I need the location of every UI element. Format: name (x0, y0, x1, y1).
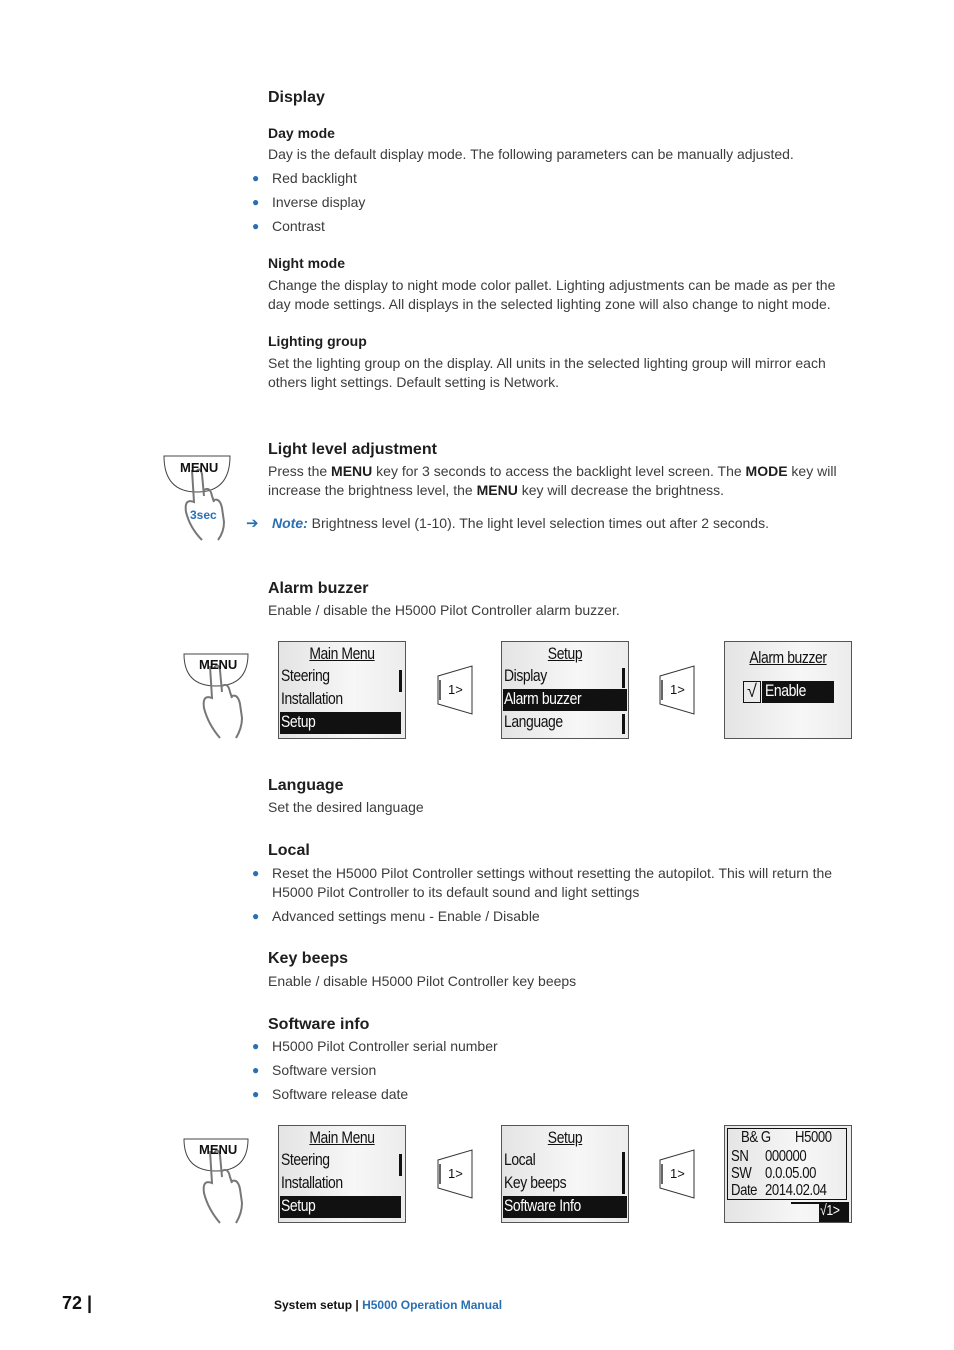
language-text: Set the desired language (268, 799, 424, 815)
lcd-value: 2014.02.04 (765, 1182, 827, 1199)
lcd-scrollbar (399, 670, 402, 692)
lcd-model: H5000 (795, 1129, 832, 1146)
local-heading: Local (268, 842, 310, 859)
list-item: ● H5000 Pilot Controller serial number (252, 1038, 498, 1054)
lcd-label: Date (731, 1182, 758, 1199)
lcd-selected-row: Enable (762, 681, 834, 703)
light-level-note: Note: Brightness level (1-10). The light level selection times out after 2 seconds. (272, 515, 769, 531)
menu-key-label: MENU (199, 1142, 238, 1157)
list-item: ● Software version (252, 1062, 377, 1078)
lcd-selected-row: Alarm buzzer (503, 689, 627, 711)
hold-duration-label: 3sec (190, 508, 217, 522)
lcd-value: 000000 (765, 1148, 807, 1165)
list-item: ● Reset the H5000 Pilot Controller settings without resetting the autopilot. This will return the (252, 865, 833, 881)
lighting-group-text-1: Set the lighting group on the display. All units in the selected lighting group will mirror each (268, 355, 826, 371)
software-info-heading: Software info (268, 1016, 370, 1033)
arrow-label: 1> (448, 1166, 463, 1181)
lcd-label: SN (731, 1148, 749, 1165)
lcd-title: Main Menu (309, 1128, 375, 1147)
lcd-title: Main Menu (309, 644, 375, 663)
light-level-text-1: Press the MENU key for 3 seconds to access the backlight level screen. The MODE key will (268, 463, 837, 479)
lighting-group-title: Lighting group (268, 333, 367, 349)
arrow-label: 1> (670, 1166, 685, 1181)
list-item: ● Inverse display (252, 194, 366, 210)
list-item: ● Red backlight (252, 170, 357, 186)
lcd-row: Language (504, 712, 563, 731)
menu-key-illustration (182, 1135, 254, 1227)
lcd-row: Steering (281, 666, 330, 685)
lcd-scrollbar (622, 1152, 625, 1194)
lcd-scrollbar (622, 668, 625, 688)
lcd-scrollbar (399, 1154, 402, 1176)
lcd-selected-row: Setup (280, 712, 401, 734)
lcd-selected-row: Software Info (503, 1196, 627, 1218)
display-heading: Display (268, 89, 325, 106)
lcd-scrollbar (622, 714, 625, 734)
key-beeps-heading: Key beeps (268, 950, 349, 967)
lcd-title: Setup (547, 644, 583, 663)
lcd-label: SW (731, 1165, 752, 1182)
menu-key-label: MENU (199, 657, 238, 672)
page-number: 72 | (62, 1293, 93, 1313)
lcd-row: Key beeps (504, 1173, 567, 1192)
menu-key-illustration (182, 650, 254, 742)
list-item: ● Software release date (252, 1086, 409, 1102)
menu-key-label: MENU (180, 460, 219, 475)
night-mode-text-1: Change the display to night mode color pallet. Lighting adjustments can be made as per the (268, 277, 836, 293)
list-item-continuation: H5000 Pilot Controller to its default sound and light settings (272, 884, 640, 900)
lighting-group-text-2: others light settings. Default setting is Network. (268, 374, 560, 390)
lcd-row: Installation (281, 689, 343, 708)
menu-key-hold-illustration (162, 452, 242, 544)
alarm-buzzer-text: Enable / disable the H5000 Pilot Controller alarm buzzer. (268, 602, 620, 618)
lcd-selected-row: Setup (280, 1196, 401, 1218)
lcd-title: Setup (547, 1128, 583, 1147)
lcd-software-info (724, 1125, 852, 1223)
lcd-row: Local (504, 1150, 536, 1169)
footer-text: System setup | H5000 Operation Manual (274, 1298, 503, 1312)
arrow-label: 1> (448, 682, 463, 697)
lcd-alarm-buzzer (724, 641, 852, 739)
lcd-setup-menu (501, 641, 629, 739)
lcd-main-menu (278, 1125, 406, 1223)
checkbox-icon: √ (743, 681, 761, 703)
alarm-buzzer-heading: Alarm buzzer (268, 580, 369, 597)
lcd-ok-button: √1> (819, 1202, 849, 1222)
night-mode-text-2: day mode settings. All displays in the selected lighting zone will also change to night mode. (268, 296, 831, 312)
lcd-brand: B& G (741, 1129, 771, 1146)
lcd-value: 0.0.05.00 (765, 1165, 817, 1182)
lcd-title: Alarm buzzer (749, 648, 827, 667)
lcd-row: Steering (281, 1150, 330, 1169)
key-beeps-text: Enable / disable H5000 Pilot Controller key beeps (268, 973, 577, 989)
lcd-row: Installation (281, 1173, 343, 1192)
list-item: ● Advanced settings menu - Enable / Disable (252, 908, 540, 924)
language-heading: Language (268, 777, 344, 794)
lcd-main-menu (278, 641, 406, 739)
light-level-text-2: increase the brightness level, the MENU key will decrease the brightness. (268, 482, 725, 498)
lcd-row: Display (504, 666, 547, 685)
arrow-label: 1> (670, 682, 685, 697)
light-level-heading: Light level adjustment (268, 441, 437, 458)
day-mode-title: Day mode (268, 125, 335, 141)
day-mode-text: Day is the default display mode. The following parameters can be manually adjusted. (268, 146, 794, 162)
list-item: ● Contrast (252, 218, 325, 234)
night-mode-title: Night mode (268, 255, 345, 271)
lcd-setup-menu (501, 1125, 629, 1223)
arrow-right-icon: ➔ (246, 515, 259, 532)
